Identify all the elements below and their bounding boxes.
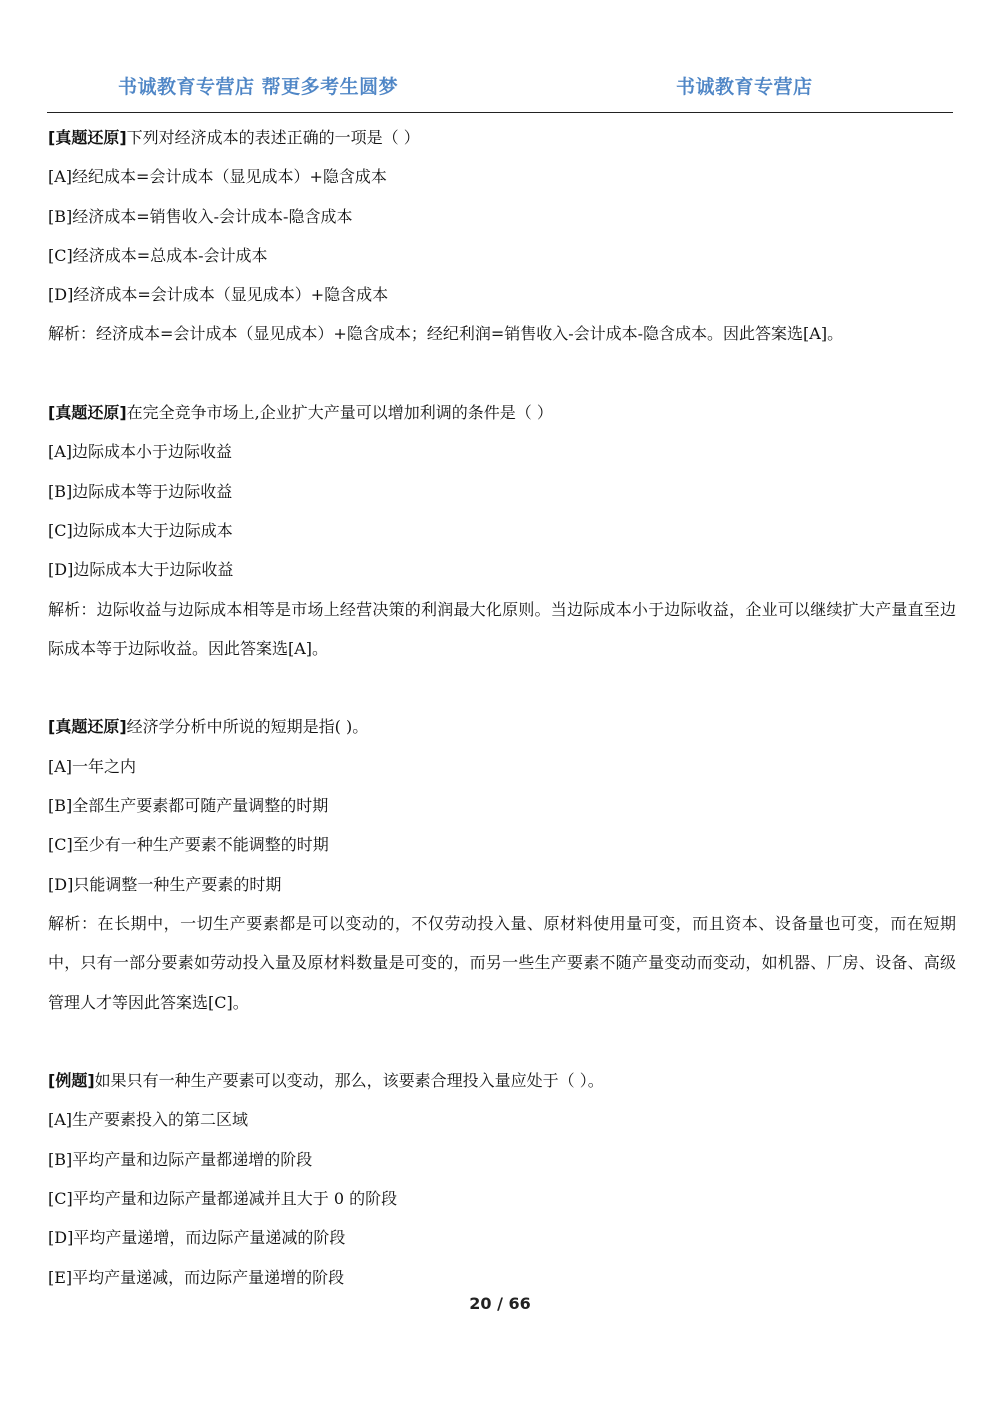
option-a: [A]生产要素投入的第二区域 — [48, 1110, 249, 1130]
spacer — [48, 354, 956, 393]
question-tag: [真题还原] — [48, 717, 127, 737]
option-c: [C]经济成本=总成本-会计成本 — [48, 245, 268, 265]
question-tag: [例题] — [48, 1071, 95, 1091]
option-c: [C]至少有一种生产要素不能调整的时期 — [48, 835, 329, 855]
question-stem-text: 下列对经济成本的表述正确的一项是（ ） — [126, 128, 420, 147]
option-b: [B]全部生产要素都可随产量调整的时期 — [48, 796, 329, 816]
question-4 — [48, 1061, 956, 1297]
option-d: [D]经济成本=会计成本（显见成本）+隐含成本 — [48, 285, 389, 305]
question-1 — [48, 118, 956, 354]
header-left-text: 书诚教育专营店 帮更多考生圆梦 — [118, 76, 399, 98]
option-b: [B]经济成本=销售收入-会计成本-隐含成本 — [48, 206, 353, 226]
question-3 — [48, 707, 956, 1021]
page-number: 20 / 66 — [469, 1294, 531, 1313]
option-a: [A]一年之内 — [48, 756, 137, 776]
question-stem — [48, 1061, 956, 1100]
analysis-text: 解析：在长期中，一切生产要素都是可以变动的，不仅劳动投入量、原材料使用量可变，而且资本、设备量也可变，而在短期中，只有一部分要素如劳动投入量及原材料数量是可变的，而另一些生产要素不随产量变动而变动，如机器、厂房、设备、高级管理人才等因此答案选[C]。 — [48, 913, 956, 1012]
option-c: [C]平均产量和边际产量都递减并且大于 0 的阶段 — [48, 1189, 398, 1209]
option-b: [B]平均产量和边际产量都递增的阶段 — [48, 1149, 313, 1169]
question-2 — [48, 393, 956, 668]
question-stem-text: 经济学分析中所说的短期是指( )。 — [126, 717, 369, 737]
question-stem — [48, 393, 956, 432]
spacer — [48, 1022, 956, 1061]
analysis-text: 解析：经济成本=会计成本（显见成本）+隐含成本；经纪利润=销售收入-会计成本-隐含成本。因此答案选[A]。 — [48, 324, 844, 344]
analysis-text: 解析：边际收益与边际成本相等是市场上经营决策的利润最大化原则。当边际成本小于边际收益，企业可以继续扩大产量直至边际成本等于边际收益。因此答案选[A]。 — [48, 599, 956, 658]
header-divider — [47, 112, 953, 113]
option-d: [D]边际成本大于边际收益 — [48, 560, 234, 580]
question-tag: [真题还原] — [48, 128, 127, 147]
question-stem — [48, 118, 956, 157]
header-right-text: 书诚教育专营店 — [676, 76, 813, 98]
spacer — [48, 668, 956, 707]
question-stem-text: 在完全竞争市场上,企业扩大产量可以增加利调的条件是（ ） — [126, 403, 553, 423]
question-tag: [真题还原] — [48, 403, 127, 423]
page-header — [0, 70, 1000, 102]
option-c: [C]边际成本大于边际成本 — [48, 520, 233, 540]
option-a: [A]经纪成本=会计成本（显见成本）+隐含成本 — [48, 167, 387, 187]
option-d: [D]只能调整一种生产要素的时期 — [48, 874, 282, 894]
option-e: [E]平均产量递减，而边际产量递增的阶段 — [48, 1267, 345, 1287]
question-stem — [48, 707, 956, 746]
question-stem-text: 如果只有一种生产要素可以变动，那么，该要素合理投入量应处于（ ）。 — [94, 1071, 604, 1091]
option-d: [D]平均产量递增，而边际产量递减的阶段 — [48, 1228, 346, 1248]
option-b: [B]边际成本等于边际收益 — [48, 481, 233, 501]
option-a: [A]边际成本小于边际收益 — [48, 442, 233, 462]
page-content — [48, 118, 956, 1297]
